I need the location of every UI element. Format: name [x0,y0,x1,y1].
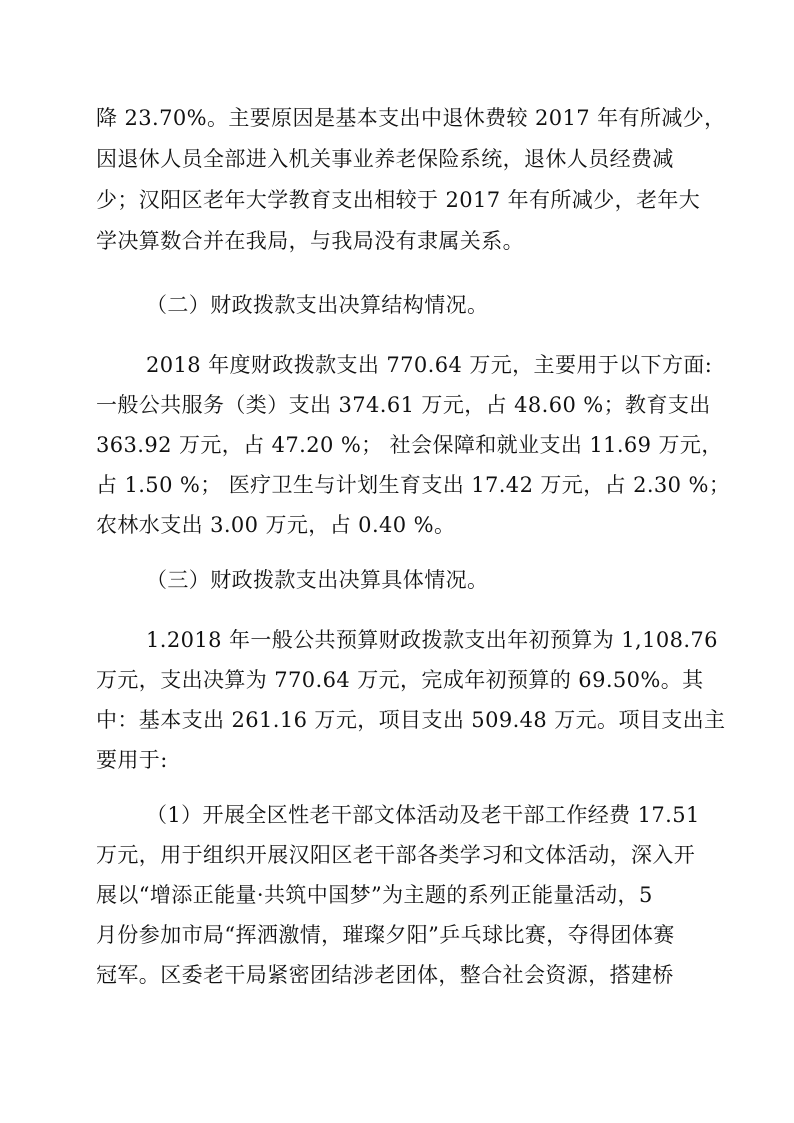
paragraph-line: 万元，支出决算为 770.64 万元，完成年初预算的 69.50%。其 [96,668,704,692]
paragraph-line: 月份参加市局“挥洒激情，璀璨夕阳”乒乓球比赛，夺得团体赛 [96,923,675,947]
paragraph-line: 万元，用于组织开展汉阳区老干部各类学习和文体活动，深入开 [96,843,696,867]
paragraph-line: 冠军。区委老干局紧密团结涉老团体，整合社会资源，搭建桥 [96,963,674,987]
paragraph-line: 363.92 万元，占 47.20 %； 社会保障和就业支出 11.69 万元， [96,433,723,457]
paragraph-line: 占 1.50 %； 医疗卫生与计划生育支出 17.42 万元，占 2.30 %； [96,473,731,497]
paragraph-line: 中：基本支出 261.16 万元，项目支出 509.48 万元。项目支出主 [96,708,726,732]
paragraph-line: 降 23.70%。主要原因是基本支出中退休费较 2017 年有所减少， [96,106,726,130]
paragraph-line: 少；汉阳区老年大学教育支出相较于 2017 年有所减少，老年大 [96,188,701,212]
paragraph-line: 农林水支出 3.00 万元，占 0.40 %。 [96,513,456,537]
paragraph-line: 一般公共服务（类）支出 374.61 万元，占 48.60 %；教育支出 [96,393,711,417]
section-heading: （三）财政拨款支出决算具体情况。 [146,568,489,592]
paragraph-line: 展以“增添正能量·共筑中国梦”为主题的系列正能量活动，5 [96,883,653,907]
paragraph-line: 1.2018 年一般公共预算财政拨款支出年初预算为 1,108.76 [146,628,718,652]
paragraph-line: （1）开展全区性老干部文体活动及老干部工作经费 17.51 [146,803,700,827]
paragraph-line: 2018 年度财政拨款支出 770.64 万元，主要用于以下方面: [146,353,713,377]
section-heading: （二）财政拨款支出决算结构情况。 [146,293,489,317]
paragraph-line: 要用于: [96,748,168,772]
paragraph-line: 因退休人员全部进入机关事业养老保险系统，退休人员经费减 [96,147,674,171]
paragraph-line: 学决算数合并在我局，与我局没有隶属关系。 [96,229,524,253]
